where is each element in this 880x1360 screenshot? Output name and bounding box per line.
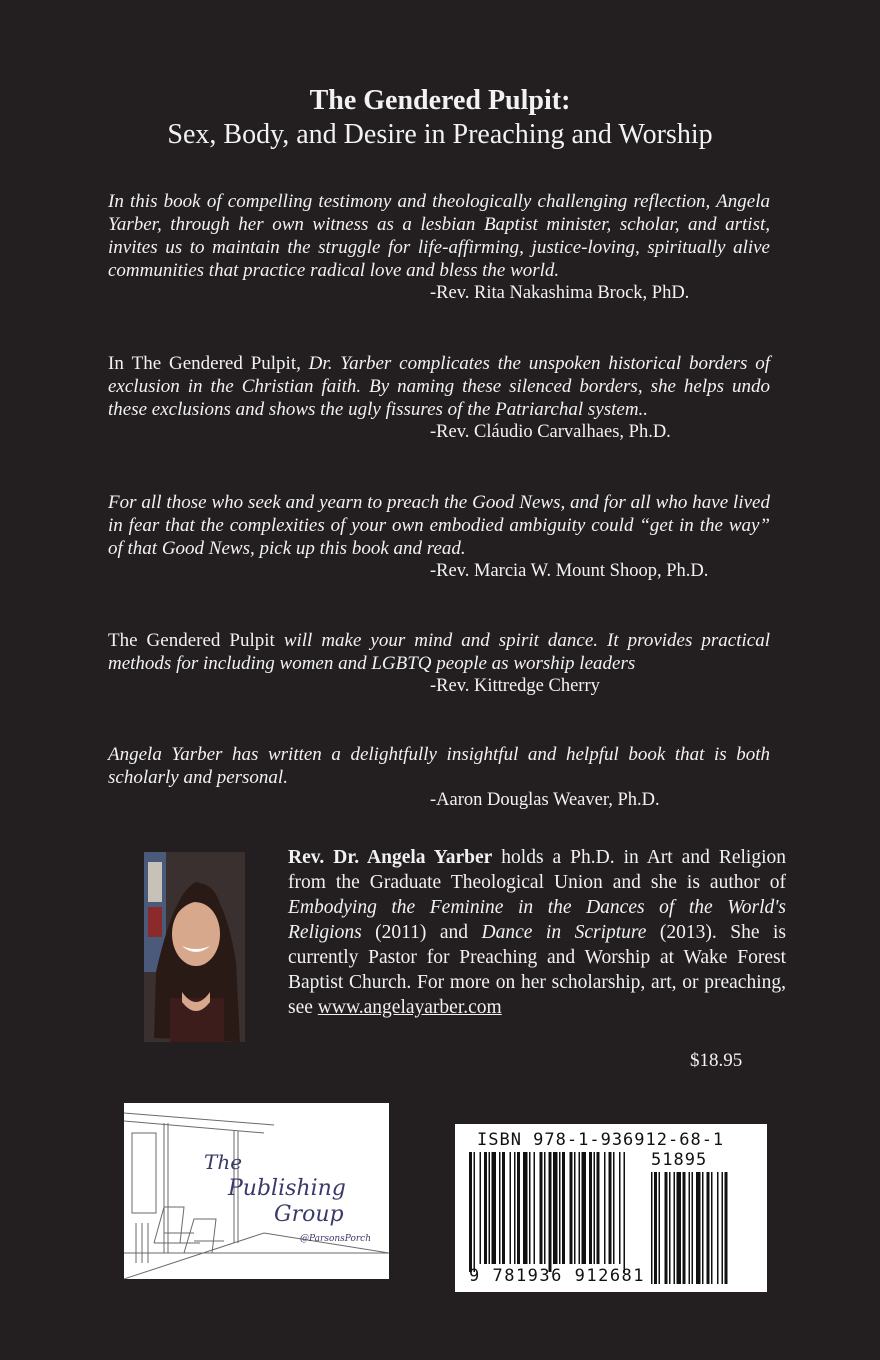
- barcode-bar: [717, 1172, 719, 1284]
- author-photo: [144, 852, 245, 1042]
- barcode-bar: [659, 1172, 661, 1284]
- barcode-bar: [523, 1152, 528, 1264]
- barcode-bar: [624, 1152, 626, 1272]
- barcode-bar: [469, 1152, 472, 1272]
- barcode-bar: [517, 1152, 520, 1264]
- barcode-bar: [484, 1152, 487, 1264]
- barcode-bar: [604, 1152, 606, 1264]
- barcode-bar: [549, 1152, 552, 1272]
- ean-digits: 9 781936 912681: [469, 1266, 646, 1286]
- author-name: Rev. Dr. Angela Yarber: [288, 847, 493, 868]
- barcode-bar: [544, 1152, 546, 1264]
- barcode-bar: [529, 1152, 531, 1264]
- endorsement-text: In The Gendered Pulpit, Dr. Yarber complicates the unspoken historical borders of exclusion in the Christian faith. By naming these silenced borders, she helps undo these exclusions and shows the ugly fissures of the Patriarchal system..: [108, 353, 771, 420]
- barcode-bar: [540, 1152, 543, 1264]
- endorsement-text: For all those who seek and yearn to preach the Good News, and for all who have lived in fear that the complexities of your own embodied ambiguity could “get in the way” of that Good News, pick up this book and read.: [108, 492, 770, 559]
- barcode-bar: [579, 1152, 581, 1264]
- book-subtitle: Sex, Body, and Desire in Preaching and Worship: [167, 119, 713, 150]
- author-website-link[interactable]: www.angelayarber.com: [317, 997, 502, 1018]
- barcode-bar: [654, 1172, 657, 1284]
- barcode-bar: [613, 1152, 615, 1264]
- book-reference: Embodying the Feminine in the Dances of the World's Religions: [288, 897, 786, 943]
- isbn-barcode: [455, 1124, 767, 1292]
- barcode-bar: [683, 1172, 686, 1284]
- barcode-bar: [562, 1152, 565, 1264]
- barcode-bar: [553, 1152, 558, 1264]
- barcode-bar: [669, 1172, 671, 1284]
- endorsement-text: In this book of compelling testimony and theologically challenging reflection, Angela Yarber, through her own witness as a lesbian Baptist minister, scholar, and artist, invites us to maintain the struggle for life-affirming, justice-loving, spiritually alive communities that practice radical love and bless the world.: [108, 191, 770, 281]
- barcode-bar: [492, 1152, 497, 1264]
- price-code: 51895: [651, 1150, 708, 1170]
- endorsement-text: The Gendered Pulpit will make your mind and spirit dance. It provides practical methods for including women and LGBTQ people as worship leaders: [108, 630, 770, 674]
- price: $18.95: [690, 1050, 743, 1071]
- barcode-bar: [692, 1172, 694, 1284]
- endorsement-attribution: -Rev. Cláudio Carvalhaes, Ph.D.: [430, 422, 671, 442]
- barcode-bar: [725, 1172, 728, 1284]
- barcode-bar: [707, 1172, 710, 1284]
- barcode-bar: [570, 1152, 573, 1264]
- endorsement-attribution: -Aaron Douglas Weaver, Ph.D.: [430, 790, 660, 810]
- endorsement: [108, 190, 770, 305]
- endorsement-text: Angela Yarber has written a delightfully insightful and helpful book that is both scholarly and personal.: [108, 744, 770, 788]
- endorsement-attribution: -Rev. Kittredge Cherry: [430, 676, 600, 696]
- barcode-bar: [474, 1152, 476, 1272]
- endorsement: [108, 743, 770, 812]
- barcode-bar: [594, 1152, 596, 1264]
- barcode-bar: [489, 1152, 491, 1264]
- endorsement: [108, 352, 770, 444]
- publisher-name-line: Group: [274, 1202, 344, 1227]
- barcode-bar: [574, 1152, 576, 1264]
- isbn-number: ISBN 978-1-936912-68-1: [477, 1130, 725, 1150]
- barcode-bar: [665, 1172, 668, 1284]
- endorsement: [108, 629, 770, 698]
- barcode-bar: [696, 1172, 701, 1284]
- barcode-bar: [514, 1152, 516, 1264]
- barcode-bar: [499, 1152, 501, 1264]
- endorsement: [108, 491, 770, 583]
- barcode-bar: [674, 1172, 676, 1284]
- barcode-bar: [609, 1152, 612, 1264]
- barcode-bar: [582, 1152, 587, 1264]
- book-title-reference: The Gendered Pulpit: [131, 353, 297, 374]
- book-reference: Dance in Scripture: [481, 922, 647, 943]
- barcode-bar: [480, 1152, 482, 1264]
- barcode-bar: [722, 1172, 724, 1284]
- barcode-bar: [689, 1172, 691, 1284]
- barcode-bar: [589, 1152, 592, 1264]
- publisher-handle: @ParsonsPorch: [300, 1234, 372, 1244]
- publisher-name-line: Publishing: [228, 1176, 346, 1201]
- book-title: The Gendered Pulpit:: [309, 85, 571, 116]
- barcode-bar: [510, 1152, 512, 1264]
- publisher-logo: [124, 1103, 389, 1279]
- author-bio: Rev. Dr. Angela Yarber holds a Ph.D. in Art and Religion from the Graduate Theological Union and she is author of Embodying the Feminine in the Dances of the World's Religions (2011) and Dance in Scripture (2013). She is currently Pastor for Preaching and Worship at Wake Forest Baptist Church. For more on her scholarship, art, or preaching, see www.angelayarber.com: [288, 847, 786, 1018]
- barcode-bar: [677, 1172, 682, 1284]
- publisher-name-line: The: [204, 1150, 243, 1174]
- barcode-bar: [619, 1152, 621, 1264]
- endorsement-attribution: -Rev. Rita Nakashima Brock, PhD.: [430, 283, 690, 303]
- barcode-bar: [711, 1172, 713, 1284]
- barcode-bar: [534, 1152, 536, 1264]
- book-title-block: [0, 84, 880, 152]
- barcode-bar: [502, 1152, 505, 1264]
- endorsement-attribution: -Rev. Marcia W. Mount Shoop, Ph.D.: [430, 561, 709, 581]
- barcode-bar: [651, 1172, 653, 1284]
- barcode-bar: [597, 1152, 600, 1264]
- book-title-reference: The Gendered Pulpit: [108, 630, 275, 651]
- barcode-bar: [559, 1152, 561, 1264]
- barcode-bar: [702, 1172, 704, 1284]
